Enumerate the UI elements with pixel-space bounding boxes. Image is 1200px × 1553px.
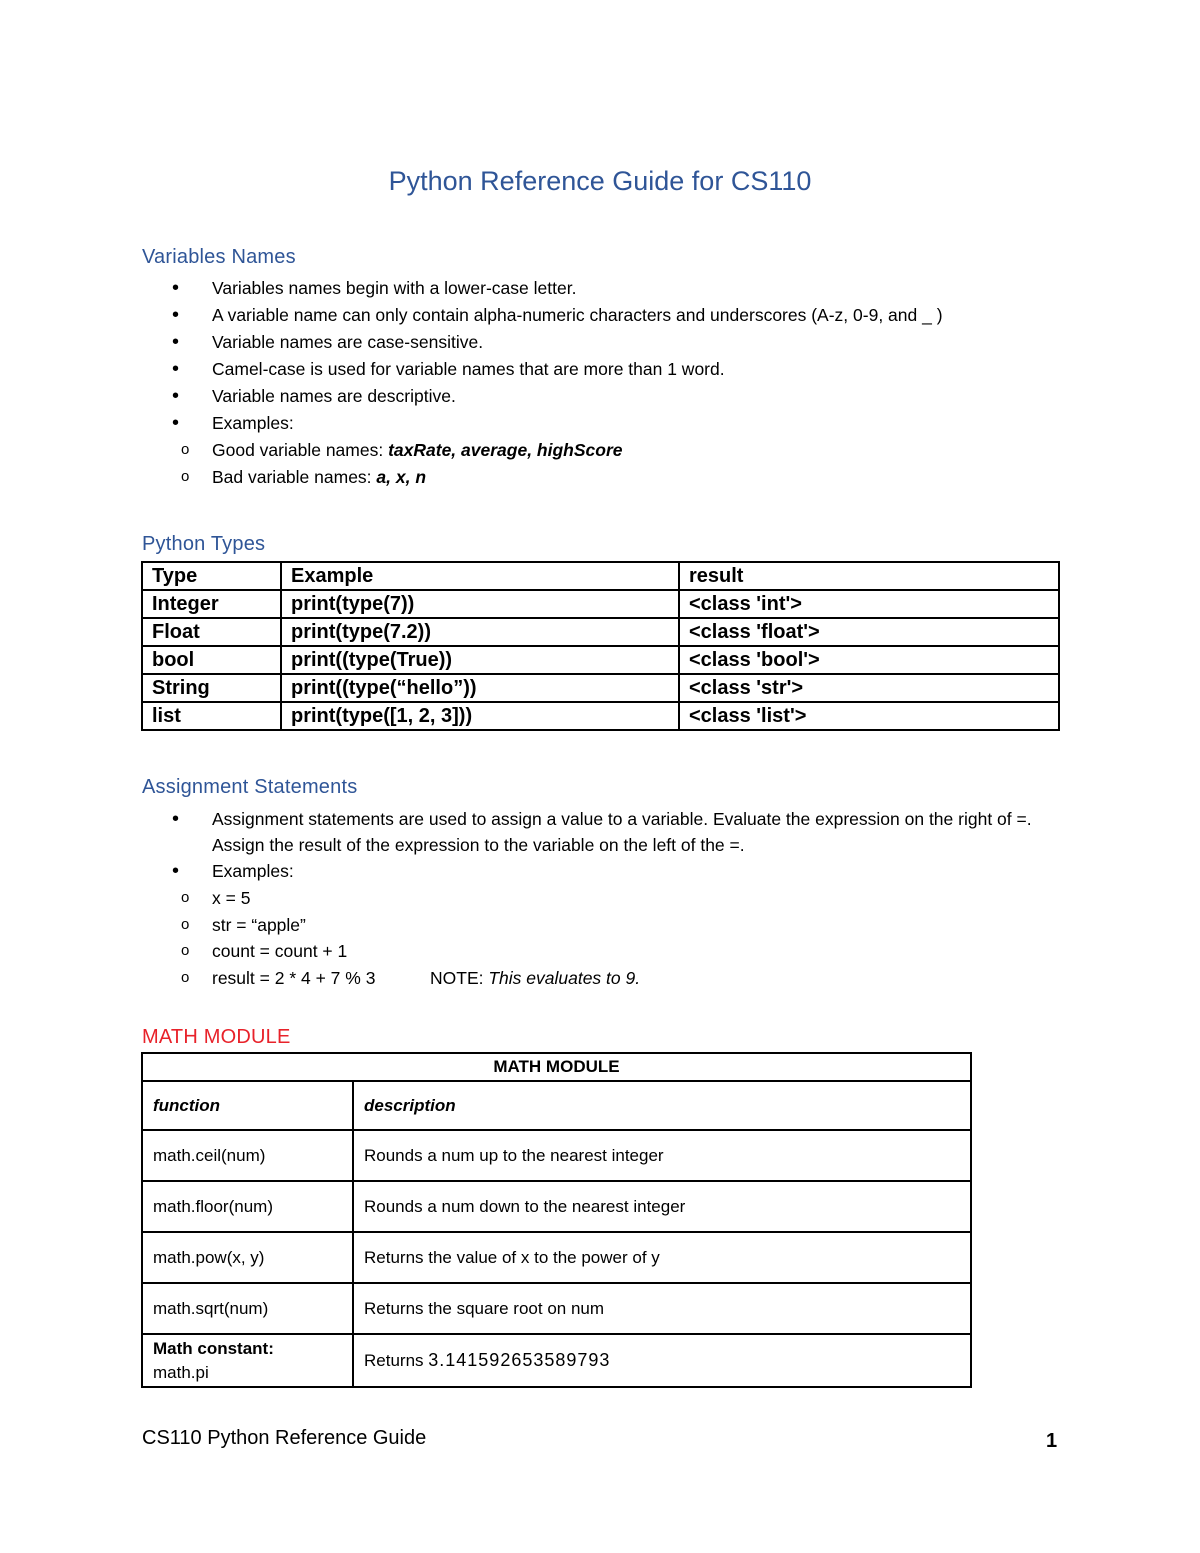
assignment-bullet-list: [142, 806, 1062, 991]
list-item: o count = count + 1: [142, 938, 1062, 965]
list-item: • Variable names are descriptive.: [142, 383, 1062, 410]
types-heading: Python Types: [142, 533, 266, 555]
footer-title: CS110 Python Reference Guide: [142, 1427, 427, 1449]
page-title: Python Reference Guide for CS110: [388, 166, 812, 196]
table-row: [142, 618, 1059, 646]
list-item: • Variable names are case-sensitive.: [142, 329, 1062, 356]
table-cell: bool: [142, 646, 281, 674]
list-item: o x = 5: [142, 885, 1062, 912]
bad-values: a, x, n: [376, 466, 427, 487]
list-item: • Assignment statements are used to assign a value to a variable. Evaluate the expression on the right of =. Assign the result of the expression to the variable on the left of the =.: [142, 806, 1062, 858]
table-cell: print(type([1, 2, 3])): [281, 702, 679, 730]
variables-bullet-list: [142, 275, 1062, 490]
note-label: NOTE:: [430, 967, 489, 988]
assignment-examples-list: [142, 885, 1062, 991]
table-row: [142, 1232, 971, 1283]
table-row: [142, 1283, 971, 1334]
table-cell: <class 'list'>: [679, 702, 1059, 730]
assignment-heading: Assignment Statements: [142, 776, 358, 798]
table-cell: Integer: [142, 590, 281, 618]
table-cell: math.ceil(num): [142, 1130, 353, 1181]
list-item: [142, 858, 1062, 991]
list-item: [142, 464, 1062, 491]
constant-desc-prefix: Returns: [364, 1351, 429, 1370]
table-cell: <class 'float'>: [679, 618, 1059, 646]
table-row: [142, 1181, 971, 1232]
table-header-cell: Example: [281, 562, 679, 590]
constant-name: math.pi: [153, 1362, 209, 1382]
constant-value: 3.141592653589793: [428, 1350, 611, 1370]
table-cell: <class 'str'>: [679, 674, 1059, 702]
table-cell: String: [142, 674, 281, 702]
note-text: This evaluates to 9.: [488, 967, 641, 988]
list-item: [142, 437, 1062, 464]
table-cell: Rounds a num up to the nearest integer: [353, 1130, 971, 1181]
good-values: taxRate, average, highScore: [388, 440, 623, 460]
table-cell: Returns the square root on num: [353, 1283, 971, 1334]
examples-label: Examples:: [212, 413, 294, 433]
table-cell: Float: [142, 618, 281, 646]
table-cell: <class 'bool'>: [679, 646, 1059, 674]
table-header-row: [142, 562, 1059, 590]
table-header-row: [142, 1081, 971, 1130]
table-cell: Rounds a num down to the nearest integer: [353, 1181, 971, 1232]
table-row: [142, 674, 1059, 702]
list-item: o str = “apple”: [142, 912, 1062, 939]
table-cell: <class 'int'>: [679, 590, 1059, 618]
table-cell: math.floor(num): [142, 1181, 353, 1232]
table-cell: math.pow(x, y): [142, 1232, 353, 1283]
table-row: [142, 1334, 971, 1387]
list-item: • Variables names begin with a lower-case letter.: [142, 275, 1062, 302]
list-item: [142, 410, 1062, 490]
table-title: MATH MODULE: [142, 1053, 971, 1081]
table-row: [142, 646, 1059, 674]
table-cell: [353, 1334, 971, 1387]
table-cell: print(type(7)): [281, 590, 679, 618]
table-cell: [142, 1334, 353, 1387]
table-header-cell: Type: [142, 562, 281, 590]
page-number: 1: [1046, 1430, 1058, 1452]
constant-label: Math constant:: [153, 1338, 274, 1358]
table-cell: print((type(“hello”)): [281, 674, 679, 702]
math-table: [141, 1052, 972, 1388]
table-header-cell: function: [142, 1081, 353, 1130]
good-label: Good variable names:: [212, 440, 389, 460]
table-title-row: [142, 1053, 971, 1081]
table-row: [142, 1130, 971, 1181]
list-item: [142, 965, 1062, 992]
bad-label: Bad variable names:: [212, 466, 377, 487]
examples-label: Examples:: [212, 861, 294, 881]
table-row: [142, 702, 1059, 730]
list-item: • A variable name can only contain alpha-numeric characters and underscores (A-z, 0-9, and _ ): [142, 302, 1062, 329]
variables-heading: Variables Names: [142, 246, 296, 268]
table-header-cell: result: [679, 562, 1059, 590]
math-heading: MATH MODULE: [142, 1026, 291, 1048]
variables-examples-list: [142, 437, 1062, 490]
table-cell: print(type(7.2)): [281, 618, 679, 646]
table-cell: Returns the value of x to the power of y: [353, 1232, 971, 1283]
table-row: [142, 590, 1059, 618]
table-cell: print((type(True)): [281, 646, 679, 674]
types-table: [141, 561, 1060, 731]
table-cell: list: [142, 702, 281, 730]
table-cell: math.sqrt(num): [142, 1283, 353, 1334]
list-item: • Camel-case is used for variable names that are more than 1 word.: [142, 356, 1062, 383]
example-expression: result = 2 * 4 + 7 % 3: [212, 967, 376, 988]
table-header-cell: description: [353, 1081, 971, 1130]
